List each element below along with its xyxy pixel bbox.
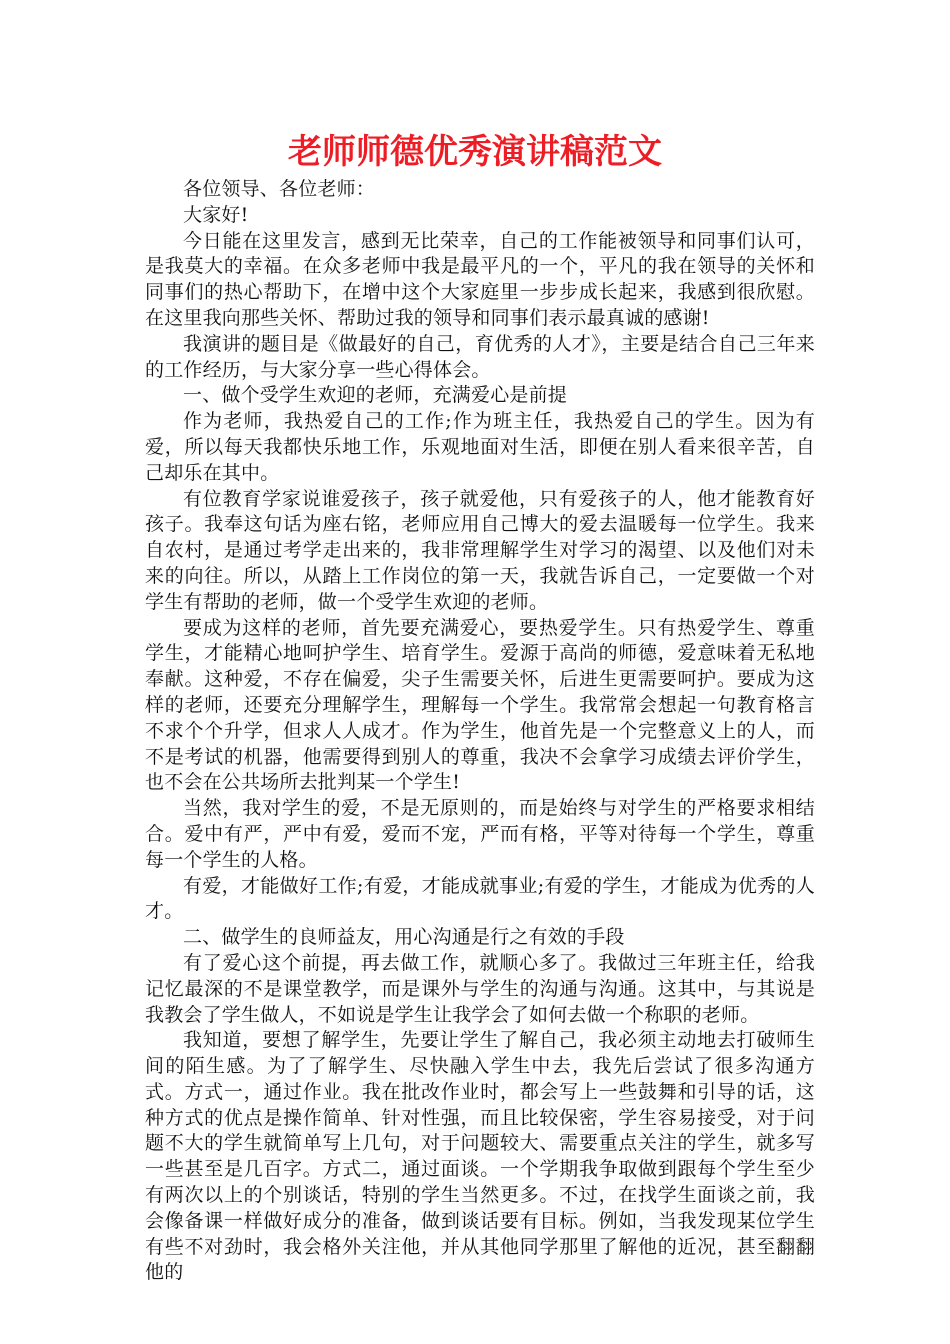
paragraph: 我知道，要想了解学生，先要让学生了解自己，我必须主动地去打破师生间的陌生感。为了了解学生、尽快融入学生中去，我先后尝试了很多沟通方式。方式一，通过作业。我在批改作业时，都会写上一些鼓舞和引导的话，这种方式的优点是操作简单、针对性强，而且比较保密，学生容易接受，对于问题不大的学生就简单写上几句，对于问题较大、需要重点关注的学生，就多写一些甚至是几百字。方式二，通过面谈。一个学期我争取做到跟每个学生至少有两次以上的个别谈话，特别的学生当然更多。不过，在找学生面谈之前，我会像备课一样做好成分的准备，做到谈话要有目标。例如，当我发现某位学生有些不对劲时，我会格外关注他，并从其他同学那里了解他的近况，甚至翻翻他的: [145, 1029, 815, 1284]
paragraph: 作为老师，我热爱自己的工作;作为班主任，我热爱自己的学生。因为有爱，所以每天我都快乐地工作，乐观地面对生活，即便在别人看来很辛苦，自己却乐在其中。: [145, 410, 815, 484]
paragraph: 要成为这样的老师，首先要充满爱心，要热爱学生。只有热爱学生、尊重学生，才能精心地呵护学生、培育学生。爱源于高尚的师德，爱意味着无私地奉献。这种爱，不存在偏爱，尖子生需要关怀，后进生更需要呵护。要成为这样的老师，还要充分理解学生，理解每一个学生。我常常会想起一句教育格言不求个个升学，但求人人成才。作为学生，他首先是一个完整意义上的人，而不是考试的机器，他需要得到别人的尊重，我决不会拿学习成绩去评价学生，也不会在公共场所去批判某一个学生!: [145, 616, 815, 794]
section-heading: 二、做学生的良师益友，用心沟通是行之有效的手段: [183, 926, 625, 949]
document-body: [145, 177, 815, 1286]
section-heading: 一、做个受学生欢迎的老师，充满爱心是前提: [183, 384, 568, 407]
paragraph: 当然，我对学生的爱，不是无原则的，而是始终与对学生的严格要求相结合。爱中有严，严中有爱，爱而不宠，严而有格，平等对待每一个学生，尊重每一个学生的人格。: [145, 797, 815, 871]
paragraph: 有位教育学家说谁爱孩子，孩子就爱他，只有爱孩子的人，他才能教育好孩子。我奉这句话为座右铭，老师应用自己博大的爱去温暖每一位学生。我来自农村，是通过考学走出来的，我非常理解学生对学习的渴望、以及他们对未来的向往。所以，从踏上工作岗位的第一天，我就告诉自己，一定要做一个对学生有帮助的老师，做一个受学生欢迎的老师。: [145, 487, 815, 613]
paragraph-salutation: 各位领导、各位老师：: [183, 178, 376, 200]
paragraph: 有了爱心这个前提，再去做工作，就顺心多了。我做过三年班主任，给我记忆最深的不是课堂教学，而是课外与学生的沟通与沟通。这其中，与其说是我教会了学生做人，不如说是学生让我学会了如何去做一个称职的老师。: [145, 951, 815, 1026]
paragraph: 有爱，才能做好工作;有爱，才能成就事业;有爱的学生，才能成为优秀的人才。: [145, 874, 815, 923]
paragraph-greeting: 大家好!: [183, 203, 249, 226]
document-title: 老师师德优秀演讲稿范文: [288, 132, 662, 172]
paragraph: 我演讲的题目是《做最好的自己，育优秀的人才》，主要是结合自己三年来的工作经历，与大家分享一些心得体会。: [145, 332, 815, 381]
paragraph: 今日能在这里发言，感到无比荣幸，自己的工作能被领导和同事们认可，是我莫大的幸福。在众多老师中我是最平凡的一个，平凡的我在领导的关怀和同事们的热心帮助下，在增中这个大家庭里一步步成长起来，我感到很欣慰。在这里我向那些关怀、帮助过我的领导和同事们表示最真诚的感谢!: [145, 229, 815, 329]
